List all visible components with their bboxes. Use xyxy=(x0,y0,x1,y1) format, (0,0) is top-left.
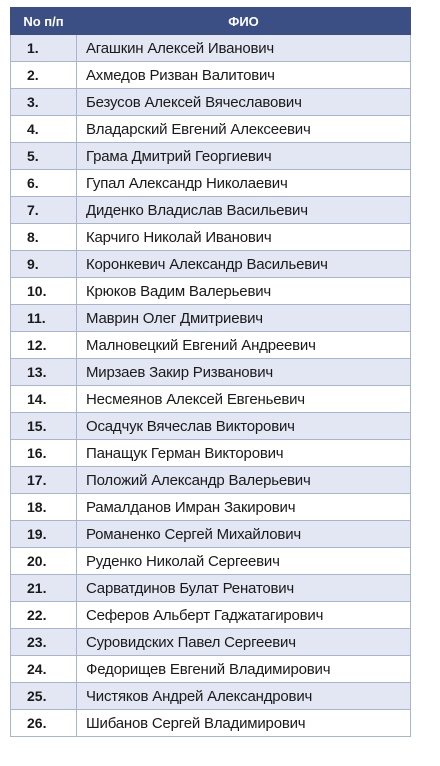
table-row xyxy=(11,332,411,359)
full-name-cell: Панащук Герман Викторович xyxy=(77,440,411,467)
roster-table xyxy=(10,7,411,737)
row-number-cell: 15. xyxy=(11,413,77,440)
table-row xyxy=(11,386,411,413)
row-number-cell: 2. xyxy=(11,62,77,89)
full-name-cell: Сеферов Альберт Гаджатагирович xyxy=(77,602,411,629)
full-name-cell: Карчиго Николай Иванович xyxy=(77,224,411,251)
table-row xyxy=(11,62,411,89)
row-number-cell: 19. xyxy=(11,521,77,548)
row-number-cell: 25. xyxy=(11,683,77,710)
full-name-cell: Сарватдинов Булат Ренатович xyxy=(77,575,411,602)
full-name-cell: Руденко Николай Сергеевич xyxy=(77,548,411,575)
table-row xyxy=(11,494,411,521)
table-row xyxy=(11,224,411,251)
table-row xyxy=(11,359,411,386)
full-name-cell: Ахмедов Ризван Валитович xyxy=(77,62,411,89)
row-number-cell: 18. xyxy=(11,494,77,521)
table-row xyxy=(11,467,411,494)
full-name-cell: Маврин Олег Дмитриевич xyxy=(77,305,411,332)
table-row xyxy=(11,575,411,602)
row-number-cell: 16. xyxy=(11,440,77,467)
header-row xyxy=(11,8,411,35)
full-name-cell: Диденко Владислав Васильевич xyxy=(77,197,411,224)
row-number-cell: 17. xyxy=(11,467,77,494)
table-row xyxy=(11,413,411,440)
full-name-cell: Романенко Сергей Михайлович xyxy=(77,521,411,548)
full-name-cell: Шибанов Сергей Владимирович xyxy=(77,710,411,737)
table-row xyxy=(11,251,411,278)
table-row xyxy=(11,521,411,548)
roster-table-container xyxy=(10,7,410,737)
full-name-cell: Малновецкий Евгений Андреевич xyxy=(77,332,411,359)
table-row xyxy=(11,305,411,332)
column-header-number: No п/п xyxy=(11,8,77,35)
row-number-cell: 8. xyxy=(11,224,77,251)
row-number-cell: 12. xyxy=(11,332,77,359)
table-row xyxy=(11,143,411,170)
table-row xyxy=(11,602,411,629)
column-header-name: ФИО xyxy=(77,8,411,35)
row-number-cell: 4. xyxy=(11,116,77,143)
table-row xyxy=(11,440,411,467)
row-number-cell: 13. xyxy=(11,359,77,386)
table-row xyxy=(11,629,411,656)
full-name-cell: Федорищев Евгений Владимирович xyxy=(77,656,411,683)
table-row xyxy=(11,278,411,305)
row-number-cell: 7. xyxy=(11,197,77,224)
row-number-cell: 9. xyxy=(11,251,77,278)
row-number-cell: 22. xyxy=(11,602,77,629)
full-name-cell: Чистяков Андрей Александрович xyxy=(77,683,411,710)
row-number-cell: 14. xyxy=(11,386,77,413)
full-name-cell: Мирзаев Закир Ризванович xyxy=(77,359,411,386)
full-name-cell: Суровидских Павел Сергеевич xyxy=(77,629,411,656)
row-number-cell: 24. xyxy=(11,656,77,683)
table-row xyxy=(11,710,411,737)
table-row xyxy=(11,548,411,575)
full-name-cell: Владарский Евгений Алексеевич xyxy=(77,116,411,143)
full-name-cell: Несмеянов Алексей Евгеньевич xyxy=(77,386,411,413)
full-name-cell: Крюков Вадим Валерьевич xyxy=(77,278,411,305)
row-number-cell: 26. xyxy=(11,710,77,737)
table-row xyxy=(11,35,411,62)
table-row xyxy=(11,197,411,224)
table-row xyxy=(11,116,411,143)
row-number-cell: 3. xyxy=(11,89,77,116)
table-row xyxy=(11,89,411,116)
row-number-cell: 11. xyxy=(11,305,77,332)
row-number-cell: 6. xyxy=(11,170,77,197)
table-header xyxy=(11,8,411,35)
row-number-cell: 10. xyxy=(11,278,77,305)
full-name-cell: Гупал Александр Николаевич xyxy=(77,170,411,197)
row-number-cell: 1. xyxy=(11,35,77,62)
table-row xyxy=(11,170,411,197)
table-row xyxy=(11,683,411,710)
table-row xyxy=(11,656,411,683)
full-name-cell: Агашкин Алексей Иванович xyxy=(77,35,411,62)
full-name-cell: Безусов Алексей Вячеславович xyxy=(77,89,411,116)
row-number-cell: 5. xyxy=(11,143,77,170)
full-name-cell: Положий Александр Валерьевич xyxy=(77,467,411,494)
full-name-cell: Коронкевич Александр Васильевич xyxy=(77,251,411,278)
full-name-cell: Осадчук Вячеслав Викторович xyxy=(77,413,411,440)
full-name-cell: Грама Дмитрий Георгиевич xyxy=(77,143,411,170)
table-body xyxy=(11,35,411,737)
row-number-cell: 21. xyxy=(11,575,77,602)
full-name-cell: Рамалданов Имран Закирович xyxy=(77,494,411,521)
row-number-cell: 20. xyxy=(11,548,77,575)
row-number-cell: 23. xyxy=(11,629,77,656)
